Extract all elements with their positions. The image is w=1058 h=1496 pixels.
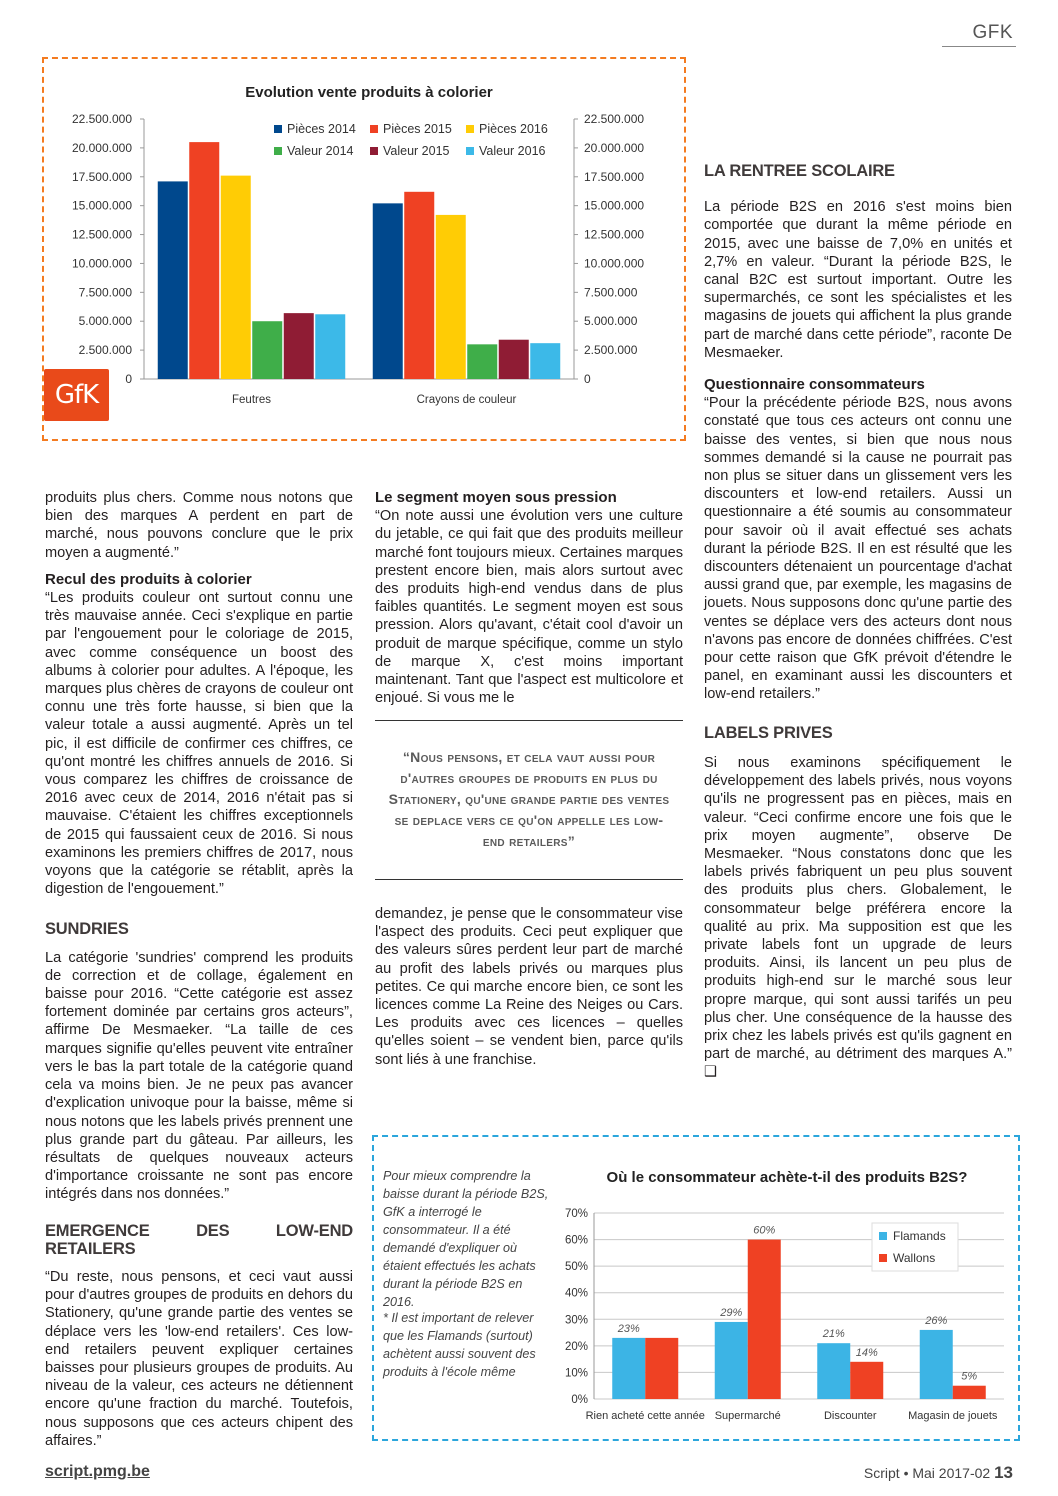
chart2-bar — [645, 1338, 678, 1399]
chart2-ytick-label: 10% — [564, 1367, 588, 1380]
chart2-legend-label: Wallons — [893, 1251, 936, 1265]
paragraph: Si nous examinons spécifiquement le développement des labels privés, nous voyons qu'ils ne progressent pas en pièces, mais en valeur. “Ceci confirme encore une fois que le prix moyen augmente”, observe De Mesmaeker. “Nous constatons donc que les labels privés fabriquent un peu plus souvent des produits plus chers. Globalement, le consommateur belge préférera encore la qualité au prix. Ma supposition est que les private labels font un upgrade de leurs produits. Ainsi, ils lancent un peu plus de produits high-end sur le marché sous leur propre marque, qui sont aussi tarifés un peu plus cher. Une conséquence de la hausse des prix chez les labels privés est qu'ils gagnent en part de marché, au détriment des marques A.” ❑ — [704, 754, 1012, 1081]
chart1-ytick-label-right: 10.000.000 — [584, 256, 645, 271]
chart1-ytick-label: 10.000.000 — [71, 256, 132, 271]
chart2-bar — [612, 1338, 645, 1399]
chart2-bar — [817, 1343, 850, 1399]
chart1-legend-swatch — [370, 125, 378, 133]
chart1-ytick-label: 5.000.000 — [78, 314, 132, 329]
chart1-legend-label: Pièces 2014 — [287, 122, 356, 136]
chart2-note: Pour mieux comprendre la baisse durant la période B2S, GfK a interrogé le consommateur. Il a été demandé d'expliquer où étaient effectués les achats durant la période B2S en 2016. — [383, 1169, 549, 1309]
section-heading: EMERGENCE DES LOW-END RETAILERS — [45, 1221, 353, 1258]
brand-header: GFK — [972, 22, 1013, 43]
subheading: Questionnaire consommateurs — [704, 376, 925, 394]
chart1-category-label: Crayons de couleur — [416, 394, 517, 406]
chart1-bar — [436, 215, 466, 379]
chart2-category-label: Supermarché — [714, 1410, 781, 1422]
pull-quote-text: “Nous pensons, et cela vaut aussi pour d'autres groupes de produits en plus du Stationery, qu'une grande partie des ventes se deplace vers ce qu'on appelle les low-end retailers” — [388, 749, 670, 849]
chart1-ytick-label-right: 5.000.000 — [584, 314, 638, 329]
chart1-ytick-label: 22.500.000 — [71, 112, 132, 126]
chart1-ytick-label-right: 12.500.000 — [584, 227, 645, 242]
chart1-ytick-label: 12.500.000 — [71, 227, 132, 242]
chart1-ytick-label-right: 17.500.000 — [584, 169, 645, 184]
gfk-logo — [44, 369, 109, 421]
chart2-bar — [715, 1322, 748, 1399]
chart2-ytick-label: 20% — [564, 1340, 588, 1353]
chart2-legend-label: Flamands — [893, 1229, 946, 1243]
header-rule — [942, 46, 1016, 47]
chart1-ytick-label: 2.500.000 — [78, 343, 132, 358]
chart1-bar — [315, 314, 345, 379]
chart1-legend-label: Pièces 2016 — [479, 122, 548, 136]
chart1-legend-label: Valeur 2016 — [479, 144, 546, 158]
pull-quote — [375, 720, 683, 880]
chart2-data-label: 60% — [753, 1224, 776, 1237]
chart1-ytick-label: 20.000.000 — [71, 140, 132, 155]
chart1-ytick-label-right: 15.000.000 — [584, 198, 645, 213]
chart1-legend-label: Valeur 2015 — [383, 144, 450, 158]
chart1-bar — [158, 181, 188, 379]
paragraph: “Du reste, nous pensons, et ceci vaut aussi pour d'autres groupes de produits en dehors du Stationery, qu'une grande partie des ventes se déplace vers les 'low-end retailers'. Ces low-end retailers peuvent expliquer certaines baisses pour plusieurs groupes de produits. Au niveau de la valeur, ces acteurs ne détiennent encore qu'une fraction du marché. Toutefois, nous supposons que ces acteurs chipent des affaires.” — [45, 1268, 353, 1449]
paragraph: demandez, je pense que le consommateur vise l'aspect des produits. Ceci peut expliquer que des valeurs sûres perdent leur part de marché au profit des labels privés ou marques plus petites. Ce qui marche encore bien, ce sont les licences comme La Reine des Neiges ou Cars. Les produits avec ces licences – quelles qu'elles soient – se vendent bien, parce qu'ils sont liés à une franchise. — [375, 906, 683, 1068]
chart2-data-label: 26% — [925, 1314, 948, 1327]
chart1-legend-label: Pièces 2015 — [383, 122, 452, 136]
chart2-data-label: 14% — [855, 1346, 878, 1359]
middle-column-bottom — [375, 905, 683, 1069]
paragraph: “Pour la précédente période B2S, nous avons constaté que tous ces acteurs ont connu une baisse des ventes, si bien que nous nous sommes demandé si la cause ne pourrait pas non plus se situer dans un glissement vers les discounters et low-end retailers. Aussi un questionnaire a été soumis au consommateur pour savoir où il avait effectué ses achats durant la période B2S. Il en est résulté que les discounters détenaient un pourcentage d'achat aussi grand que, par exemple, les magasins de jouets. Nous supposons donc qu'une partie des ventes se déplace vers des acteurs dont nous n'avons pas encore de données chiffrées. C'est pour cette raison que GfK prévoit d'étendre le panel, en examinant aussi les discounters et low-end retailers.” — [704, 395, 1012, 703]
paragraph: produits plus chers. Comme nous notons que bien des marques A perdent en part de marché, nous pouvons conclure que le prix moyen a augmenté.” — [45, 490, 353, 561]
chart1-legend-swatch — [274, 125, 282, 133]
footer-url[interactable]: script.pmg.be — [45, 1463, 150, 1480]
chart1-bar — [404, 192, 434, 379]
section-heading: LABELS PRIVES — [704, 723, 833, 742]
chart1-ytick-label-right: 22.500.000 — [584, 112, 645, 126]
gfk-logo-text: GfK — [54, 380, 99, 410]
chart2-bar — [920, 1330, 953, 1399]
left-column — [45, 489, 353, 1450]
chart1-bar — [221, 176, 251, 379]
chart1-ytick-label-right: 7.500.000 — [584, 285, 638, 300]
chart2-data-label: 23% — [617, 1322, 640, 1335]
chart1-ytick-label-right: 0 — [584, 372, 591, 386]
paragraph: La catégorie 'sundries' comprend les produits de correction et de collage, également en baisse pour 2016. “Cette catégorie est assez fortement dominée par certains gros acteurs”, affirme De Mesmaeker. “La taille de ces marques signifie qu'elles peuvent vite entraîner vers le bas la part totale de la catégorie quand cela va moins bien. Je ne peux pas avancer d'explication univoque pour la baisse, même si nous notons que les labels privés prennent une plus grande part du gâteau. Par ailleurs, les résultats de quelques nouveaux acteurs d'importance croissante ne sont pas encore intégrés dans nos données.” — [45, 949, 353, 1203]
chart2-ytick-label: 70% — [564, 1208, 588, 1220]
subheading: Recul des produits à colorier — [45, 570, 252, 588]
section-heading: SUNDRIES — [45, 920, 129, 939]
chart2-ytick-label: 60% — [564, 1234, 588, 1247]
chart2-data-label: 21% — [822, 1328, 845, 1341]
paragraph: La période B2S en 2016 s'est moins bien comportée que durant la même période en 2015, avec une baisse de 7,0% en unités et 2,7% en valeur. “Durant la période B2S, le canal B2C est surtout important. Outre les supermarchés, ce sont les spécialistes et les magasins de jouets qui affichent la plus grande part de marché dans cette période”, raconte De Mesmaeker. — [704, 199, 1012, 361]
chart1-ytick-label-right: 2.500.000 — [584, 343, 638, 358]
chart1-legend-swatch — [466, 125, 474, 133]
page-number: 13 — [994, 1463, 1013, 1482]
chart2-legend-swatch — [879, 1232, 887, 1240]
paragraph: “On note aussi une évolution vers une culture du jetable, ce qui fait que des produits meilleur marché font toujours mieux. Certaines marques prestent encore bien, mais alors surtout avec des produits high-end vendus dans de plus faibles quantités. Le segment moyen est sous pression. Alors qu'avant, c'était cool d'avoir un produit de marque spécifique, comme un stylo de marque X, c'est moins important maintenant. Tant que l'aspect est multicolore et enjoué. Si vous me le — [375, 508, 683, 707]
chart1-ytick-label: 7.500.000 — [78, 285, 132, 300]
chart1-bar — [284, 313, 314, 379]
chart1-bar — [373, 203, 403, 379]
chart2-legend-swatch — [879, 1254, 887, 1262]
chart1-bar — [189, 142, 219, 379]
chart2-footnote: * Il est important de relever que les Flamands (surtout) achètent aussi souvent des produits à l'école même — [383, 1311, 536, 1379]
chart1-ytick-label: 0 — [125, 372, 132, 386]
chart1-title: Evolution vente produits à colorier — [245, 84, 493, 101]
chart2-bar — [850, 1362, 883, 1399]
chart2-ytick-label: 0% — [571, 1394, 588, 1406]
section-heading: LA RENTREE SCOLAIRE — [704, 162, 895, 180]
paragraph: “Les produits couleur ont surtout connu une très mauvaise année. Ceci s'explique en partie par l'engouement pour le coloriage de 2015, avec comme conséquence un boost des albums à colorier pour adultes. A l'époque, les marques plus chères de crayons de couleur ont connu une très forte hausse, si bien que la valeur totale a aussi augmenté. Après un tel pic, il est difficile de confirmer ces chiffres, ce qu'ont montré les chiffres annuels de 2016. Si vous comparez les chiffres de croissance de 2016 avec ceux de 2014, 2016 n'était pas si mauvaise. C'étaient les chiffres exceptionnels de 2015 qui faussaient ceux de 2016. Si nous examinons les premiers chiffres de 2017, nous voyons que la catégorie se rétablit, après la digestion de l'engouement.” — [45, 590, 353, 898]
right-column — [704, 162, 1012, 1082]
chart2-bar — [748, 1240, 781, 1399]
chart2-bar — [953, 1386, 986, 1399]
chart2-ytick-label: 30% — [564, 1314, 588, 1327]
chart2-data-label: 29% — [720, 1306, 743, 1319]
chart1-svg — [44, 59, 684, 439]
chart1-frame — [42, 57, 686, 441]
chart1-legend-swatch — [466, 147, 474, 155]
chart1-ytick-label: 15.000.000 — [71, 198, 132, 213]
chart2-category-label: Discounter — [823, 1410, 877, 1422]
chart1-bar — [467, 344, 497, 379]
footer-issue — [864, 1463, 1013, 1483]
chart2-frame — [372, 1135, 1020, 1441]
chart1-legend-swatch — [370, 147, 378, 155]
chart1-bar — [499, 340, 529, 379]
chart1-category-label: Feutres — [232, 394, 271, 406]
chart1-bar — [252, 321, 282, 379]
chart1-ytick-label: 17.500.000 — [71, 169, 132, 184]
subheading: Le segment moyen sous pression — [375, 489, 617, 506]
chart2-title: Où le consommateur achète-t-il des produits B2S? — [606, 1169, 968, 1186]
chart1-legend-label: Valeur 2014 — [287, 144, 354, 158]
chart1-ytick-label-right: 20.000.000 — [584, 140, 645, 155]
chart1-legend-swatch — [274, 147, 282, 155]
chart1-bar — [530, 343, 560, 379]
middle-column-top — [375, 489, 683, 707]
chart2-data-label: 5% — [961, 1370, 978, 1383]
footer-issue-text: Script • Mai 2017-02 — [863, 1465, 991, 1481]
chart2-svg — [554, 1137, 1014, 1435]
chart2-category-label: Rien acheté cette année — [585, 1410, 705, 1422]
chart2-ytick-label: 50% — [564, 1261, 588, 1274]
chart2-ytick-label: 40% — [564, 1287, 588, 1300]
chart2-category-label: Magasin de jouets — [908, 1410, 998, 1422]
